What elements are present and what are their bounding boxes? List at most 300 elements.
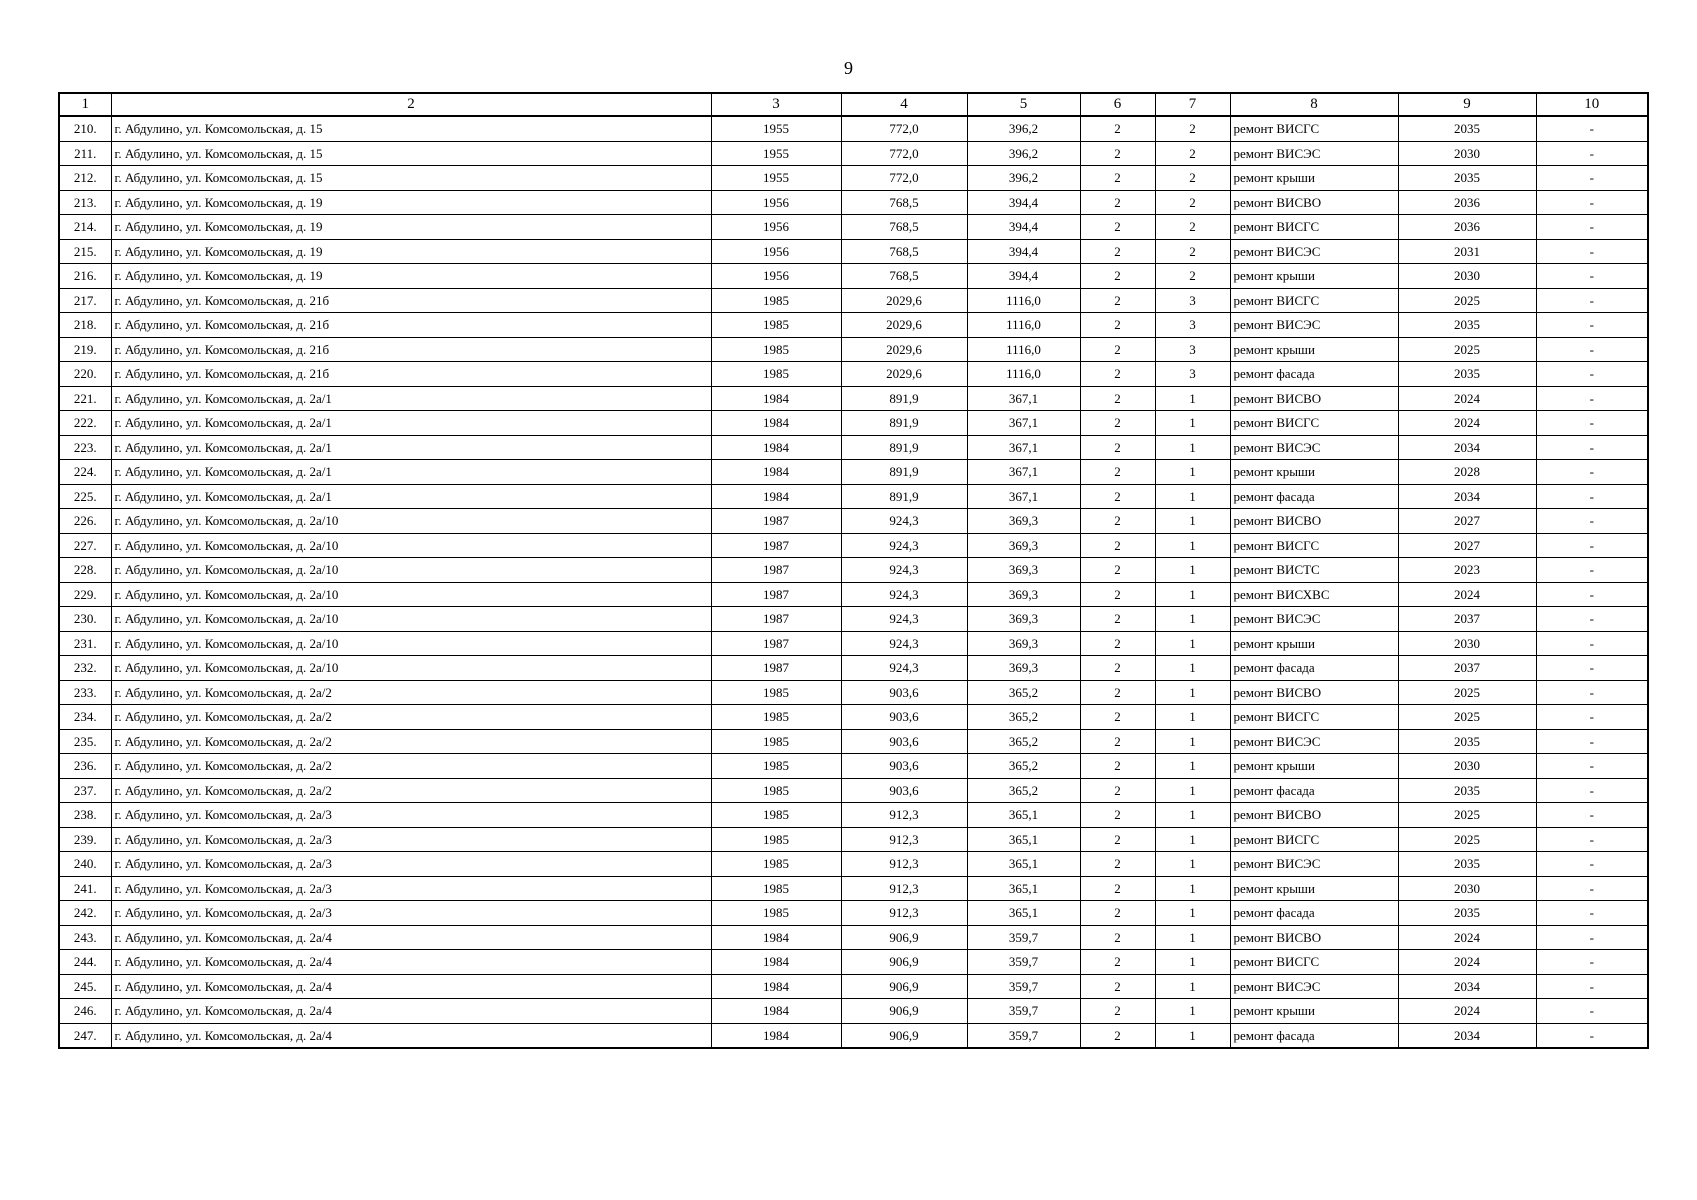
floors-cell: 2 [1080,141,1155,166]
floors-cell: 2 [1080,999,1155,1024]
floors-cell: 2 [1080,754,1155,779]
total-area-cell: 891,9 [841,411,967,436]
address-cell: г. Абдулино, ул. Комсомольская, д. 2а/2 [111,778,711,803]
column-header: 4 [841,93,967,116]
planned-year-cell: 2035 [1398,901,1536,926]
note-cell: - [1536,116,1648,141]
row-number-cell: 237. [59,778,111,803]
address-cell: г. Абдулино, ул. Комсомольская, д. 2а/3 [111,852,711,877]
floors-cell: 2 [1080,533,1155,558]
floors-cell: 2 [1080,166,1155,191]
work-type-cell: ремонт ВИСГС [1230,288,1398,313]
entrances-cell: 1 [1155,680,1230,705]
living-area-cell: 365,2 [967,705,1080,730]
year-built-cell: 1985 [711,680,841,705]
year-built-cell: 1987 [711,631,841,656]
floors-cell: 2 [1080,435,1155,460]
floors-cell: 2 [1080,190,1155,215]
note-cell: - [1536,484,1648,509]
planned-year-cell: 2035 [1398,852,1536,877]
note-cell: - [1536,411,1648,436]
table-row [59,803,1648,828]
floors-cell: 2 [1080,313,1155,338]
floors-cell: 2 [1080,337,1155,362]
entrances-cell: 1 [1155,901,1230,926]
planned-year-cell: 2034 [1398,1023,1536,1048]
total-area-cell: 906,9 [841,1023,967,1048]
planned-year-cell: 2037 [1398,656,1536,681]
address-cell: г. Абдулино, ул. Комсомольская, д. 19 [111,190,711,215]
note-cell: - [1536,435,1648,460]
year-built-cell: 1984 [711,386,841,411]
address-cell: г. Абдулино, ул. Комсомольская, д. 2а/10 [111,656,711,681]
entrances-cell: 2 [1155,166,1230,191]
work-type-cell: ремонт ВИСТС [1230,558,1398,583]
entrances-cell: 1 [1155,484,1230,509]
year-built-cell: 1985 [711,803,841,828]
address-cell: г. Абдулино, ул. Комсомольская, д. 2а/10 [111,631,711,656]
row-number-cell: 234. [59,705,111,730]
entrances-cell: 1 [1155,974,1230,999]
row-number-cell: 220. [59,362,111,387]
planned-year-cell: 2024 [1398,950,1536,975]
year-built-cell: 1985 [711,754,841,779]
work-type-cell: ремонт фасада [1230,778,1398,803]
note-cell: - [1536,901,1648,926]
work-type-cell: ремонт ВИСГС [1230,950,1398,975]
column-header: 9 [1398,93,1536,116]
table-row [59,362,1648,387]
note-cell: - [1536,264,1648,289]
address-cell: г. Абдулино, ул. Комсомольская, д. 21б [111,288,711,313]
row-number-cell: 225. [59,484,111,509]
column-header: 8 [1230,93,1398,116]
total-area-cell: 772,0 [841,141,967,166]
planned-year-cell: 2036 [1398,215,1536,240]
table-row [59,1023,1648,1048]
entrances-cell: 2 [1155,215,1230,240]
work-type-cell: ремонт крыши [1230,631,1398,656]
address-cell: г. Абдулино, ул. Комсомольская, д. 2а/4 [111,925,711,950]
planned-year-cell: 2024 [1398,999,1536,1024]
planned-year-cell: 2035 [1398,313,1536,338]
floors-cell: 2 [1080,803,1155,828]
table-row [59,950,1648,975]
year-built-cell: 1984 [711,974,841,999]
address-cell: г. Абдулино, ул. Комсомольская, д. 2а/1 [111,411,711,436]
work-type-cell: ремонт ВИСГС [1230,827,1398,852]
total-area-cell: 772,0 [841,166,967,191]
row-number-cell: 233. [59,680,111,705]
year-built-cell: 1984 [711,999,841,1024]
table-row [59,337,1648,362]
total-area-cell: 891,9 [841,435,967,460]
planned-year-cell: 2023 [1398,558,1536,583]
page-number: 9 [844,58,853,78]
year-built-cell: 1985 [711,729,841,754]
total-area-cell: 924,3 [841,509,967,534]
note-cell: - [1536,313,1648,338]
note-cell: - [1536,876,1648,901]
work-type-cell: ремонт ВИСЭС [1230,729,1398,754]
column-header: 1 [59,93,111,116]
year-built-cell: 1985 [711,778,841,803]
year-built-cell: 1984 [711,435,841,460]
floors-cell: 2 [1080,876,1155,901]
note-cell: - [1536,288,1648,313]
total-area-cell: 924,3 [841,607,967,632]
work-type-cell: ремонт крыши [1230,337,1398,362]
address-cell: г. Абдулино, ул. Комсомольская, д. 2а/1 [111,484,711,509]
row-number-cell: 236. [59,754,111,779]
work-type-cell: ремонт крыши [1230,264,1398,289]
address-cell: г. Абдулино, ул. Комсомольская, д. 21б [111,362,711,387]
work-type-cell: ремонт ВИСХВС [1230,582,1398,607]
row-number-cell: 227. [59,533,111,558]
year-built-cell: 1985 [711,362,841,387]
note-cell: - [1536,558,1648,583]
row-number-cell: 219. [59,337,111,362]
entrances-cell: 2 [1155,190,1230,215]
row-number-cell: 244. [59,950,111,975]
note-cell: - [1536,239,1648,264]
note-cell: - [1536,950,1648,975]
table-row [59,509,1648,534]
total-area-cell: 891,9 [841,484,967,509]
year-built-cell: 1955 [711,116,841,141]
living-area-cell: 359,7 [967,974,1080,999]
table-row [59,558,1648,583]
entrances-cell: 3 [1155,288,1230,313]
note-cell: - [1536,190,1648,215]
work-type-cell: ремонт ВИСЭС [1230,141,1398,166]
table-row [59,999,1648,1024]
floors-cell: 2 [1080,631,1155,656]
entrances-cell: 1 [1155,729,1230,754]
entrances-cell: 2 [1155,239,1230,264]
table-row [59,582,1648,607]
year-built-cell: 1956 [711,215,841,240]
year-built-cell: 1984 [711,460,841,485]
entrances-cell: 1 [1155,803,1230,828]
living-area-cell: 369,3 [967,656,1080,681]
living-area-cell: 1116,0 [967,362,1080,387]
table-row [59,215,1648,240]
living-area-cell: 369,3 [967,607,1080,632]
column-header: 7 [1155,93,1230,116]
table-row [59,484,1648,509]
floors-cell: 2 [1080,215,1155,240]
total-area-cell: 912,3 [841,803,967,828]
year-built-cell: 1955 [711,166,841,191]
row-number-cell: 241. [59,876,111,901]
total-area-cell: 903,6 [841,680,967,705]
entrances-cell: 1 [1155,705,1230,730]
row-number-cell: 223. [59,435,111,460]
planned-year-cell: 2035 [1398,778,1536,803]
living-area-cell: 367,1 [967,484,1080,509]
work-type-cell: ремонт фасада [1230,484,1398,509]
address-cell: г. Абдулино, ул. Комсомольская, д. 15 [111,141,711,166]
row-number-cell: 211. [59,141,111,166]
planned-year-cell: 2025 [1398,705,1536,730]
note-cell: - [1536,460,1648,485]
living-area-cell: 365,2 [967,754,1080,779]
address-cell: г. Абдулино, ул. Комсомольская, д. 2а/2 [111,729,711,754]
note-cell: - [1536,754,1648,779]
column-header: 5 [967,93,1080,116]
total-area-cell: 912,3 [841,852,967,877]
living-area-cell: 365,1 [967,876,1080,901]
floors-cell: 2 [1080,950,1155,975]
note-cell: - [1536,509,1648,534]
address-cell: г. Абдулино, ул. Комсомольская, д. 2а/10 [111,607,711,632]
total-area-cell: 772,0 [841,116,967,141]
floors-cell: 2 [1080,1023,1155,1048]
note-cell: - [1536,827,1648,852]
total-area-cell: 906,9 [841,950,967,975]
planned-year-cell: 2025 [1398,337,1536,362]
living-area-cell: 369,3 [967,533,1080,558]
total-area-cell: 2029,6 [841,362,967,387]
year-built-cell: 1987 [711,533,841,558]
year-built-cell: 1987 [711,656,841,681]
year-built-cell: 1956 [711,264,841,289]
table-row [59,313,1648,338]
living-area-cell: 1116,0 [967,313,1080,338]
row-number-cell: 224. [59,460,111,485]
living-area-cell: 367,1 [967,435,1080,460]
row-number-cell: 238. [59,803,111,828]
table-row [59,166,1648,191]
repair-schedule-table [58,92,1649,1049]
note-cell: - [1536,215,1648,240]
year-built-cell: 1984 [711,484,841,509]
planned-year-cell: 2027 [1398,509,1536,534]
total-area-cell: 912,3 [841,827,967,852]
planned-year-cell: 2031 [1398,239,1536,264]
floors-cell: 2 [1080,852,1155,877]
living-area-cell: 369,3 [967,509,1080,534]
address-cell: г. Абдулино, ул. Комсомольская, д. 21б [111,313,711,338]
table-row [59,705,1648,730]
address-cell: г. Абдулино, ул. Комсомольская, д. 19 [111,264,711,289]
table-row [59,141,1648,166]
table-row [59,778,1648,803]
floors-cell: 2 [1080,974,1155,999]
floors-cell: 2 [1080,460,1155,485]
column-header: 3 [711,93,841,116]
entrances-cell: 1 [1155,558,1230,583]
table-row [59,190,1648,215]
column-number-row [59,93,1648,116]
table-row [59,901,1648,926]
note-cell: - [1536,631,1648,656]
work-type-cell: ремонт ВИСЭС [1230,852,1398,877]
work-type-cell: ремонт ВИСЭС [1230,974,1398,999]
column-header: 2 [111,93,711,116]
address-cell: г. Абдулино, ул. Комсомольская, д. 2а/2 [111,705,711,730]
living-area-cell: 365,1 [967,852,1080,877]
entrances-cell: 1 [1155,827,1230,852]
table-row [59,729,1648,754]
living-area-cell: 367,1 [967,460,1080,485]
living-area-cell: 365,2 [967,680,1080,705]
floors-cell: 2 [1080,778,1155,803]
note-cell: - [1536,852,1648,877]
floors-cell: 2 [1080,264,1155,289]
year-built-cell: 1987 [711,558,841,583]
row-number-cell: 215. [59,239,111,264]
entrances-cell: 1 [1155,656,1230,681]
total-area-cell: 912,3 [841,901,967,926]
address-cell: г. Абдулино, ул. Комсомольская, д. 15 [111,116,711,141]
table-row [59,876,1648,901]
floors-cell: 2 [1080,484,1155,509]
address-cell: г. Абдулино, ул. Комсомольская, д. 2а/3 [111,901,711,926]
floors-cell: 2 [1080,558,1155,583]
column-header: 10 [1536,93,1648,116]
note-cell: - [1536,386,1648,411]
total-area-cell: 768,5 [841,215,967,240]
planned-year-cell: 2030 [1398,876,1536,901]
work-type-cell: ремонт крыши [1230,999,1398,1024]
planned-year-cell: 2024 [1398,411,1536,436]
year-built-cell: 1985 [711,827,841,852]
planned-year-cell: 2037 [1398,607,1536,632]
row-number-cell: 245. [59,974,111,999]
entrances-cell: 1 [1155,607,1230,632]
address-cell: г. Абдулино, ул. Комсомольская, д. 2а/4 [111,950,711,975]
row-number-cell: 214. [59,215,111,240]
note-cell: - [1536,582,1648,607]
work-type-cell: ремонт фасада [1230,1023,1398,1048]
row-number-cell: 247. [59,1023,111,1048]
table-row [59,288,1648,313]
address-cell: г. Абдулино, ул. Комсомольская, д. 2а/10 [111,558,711,583]
row-number-cell: 242. [59,901,111,926]
total-area-cell: 924,3 [841,631,967,656]
total-area-cell: 903,6 [841,705,967,730]
address-cell: г. Абдулино, ул. Комсомольская, д. 2а/4 [111,999,711,1024]
planned-year-cell: 2024 [1398,925,1536,950]
total-area-cell: 906,9 [841,974,967,999]
address-cell: г. Абдулино, ул. Комсомольская, д. 2а/2 [111,680,711,705]
year-built-cell: 1984 [711,925,841,950]
work-type-cell: ремонт ВИСГС [1230,116,1398,141]
note-cell: - [1536,680,1648,705]
work-type-cell: ремонт ВИСГС [1230,705,1398,730]
entrances-cell: 3 [1155,313,1230,338]
table-row [59,435,1648,460]
planned-year-cell: 2034 [1398,974,1536,999]
entrances-cell: 1 [1155,411,1230,436]
note-cell: - [1536,803,1648,828]
row-number-cell: 232. [59,656,111,681]
row-number-cell: 212. [59,166,111,191]
row-number-cell: 229. [59,582,111,607]
entrances-cell: 2 [1155,141,1230,166]
planned-year-cell: 2035 [1398,116,1536,141]
table-row [59,460,1648,485]
table-row [59,533,1648,558]
planned-year-cell: 2025 [1398,803,1536,828]
row-number-cell: 210. [59,116,111,141]
address-cell: г. Абдулино, ул. Комсомольская, д. 2а/3 [111,803,711,828]
row-number-cell: 221. [59,386,111,411]
work-type-cell: ремонт ВИСЭС [1230,239,1398,264]
row-number-cell: 239. [59,827,111,852]
year-built-cell: 1985 [711,901,841,926]
living-area-cell: 394,4 [967,239,1080,264]
total-area-cell: 768,5 [841,190,967,215]
total-area-cell: 891,9 [841,386,967,411]
entrances-cell: 1 [1155,852,1230,877]
work-type-cell: ремонт ВИСВО [1230,803,1398,828]
row-number-cell: 228. [59,558,111,583]
table-row [59,656,1648,681]
note-cell: - [1536,778,1648,803]
total-area-cell: 906,9 [841,925,967,950]
entrances-cell: 1 [1155,876,1230,901]
table-row [59,411,1648,436]
entrances-cell: 2 [1155,264,1230,289]
entrances-cell: 3 [1155,362,1230,387]
planned-year-cell: 2027 [1398,533,1536,558]
living-area-cell: 365,2 [967,729,1080,754]
planned-year-cell: 2036 [1398,190,1536,215]
floors-cell: 2 [1080,729,1155,754]
work-type-cell: ремонт ВИСЭС [1230,313,1398,338]
entrances-cell: 1 [1155,509,1230,534]
work-type-cell: ремонт ВИСВО [1230,190,1398,215]
address-cell: г. Абдулино, ул. Комсомольская, д. 2а/4 [111,974,711,999]
year-built-cell: 1985 [711,852,841,877]
address-cell: г. Абдулино, ул. Комсомольская, д. 2а/1 [111,386,711,411]
note-cell: - [1536,974,1648,999]
total-area-cell: 2029,6 [841,313,967,338]
address-cell: г. Абдулино, ул. Комсомольская, д. 2а/3 [111,827,711,852]
total-area-cell: 2029,6 [841,337,967,362]
entrances-cell: 1 [1155,778,1230,803]
living-area-cell: 359,7 [967,1023,1080,1048]
work-type-cell: ремонт ВИСГС [1230,411,1398,436]
year-built-cell: 1956 [711,190,841,215]
year-built-cell: 1956 [711,239,841,264]
work-type-cell: ремонт крыши [1230,460,1398,485]
note-cell: - [1536,656,1648,681]
address-cell: г. Абдулино, ул. Комсомольская, д. 2а/10 [111,509,711,534]
entrances-cell: 1 [1155,925,1230,950]
row-number-cell: 213. [59,190,111,215]
work-type-cell: ремонт крыши [1230,876,1398,901]
entrances-cell: 1 [1155,533,1230,558]
floors-cell: 2 [1080,386,1155,411]
work-type-cell: ремонт ВИСВО [1230,925,1398,950]
entrances-cell: 1 [1155,582,1230,607]
planned-year-cell: 2035 [1398,729,1536,754]
floors-cell: 2 [1080,925,1155,950]
living-area-cell: 394,4 [967,215,1080,240]
total-area-cell: 891,9 [841,460,967,485]
address-cell: г. Абдулино, ул. Комсомольская, д. 2а/2 [111,754,711,779]
table-row [59,974,1648,999]
column-header: 6 [1080,93,1155,116]
total-area-cell: 768,5 [841,264,967,289]
work-type-cell: ремонт ВИСГС [1230,215,1398,240]
year-built-cell: 1985 [711,876,841,901]
row-number-cell: 240. [59,852,111,877]
